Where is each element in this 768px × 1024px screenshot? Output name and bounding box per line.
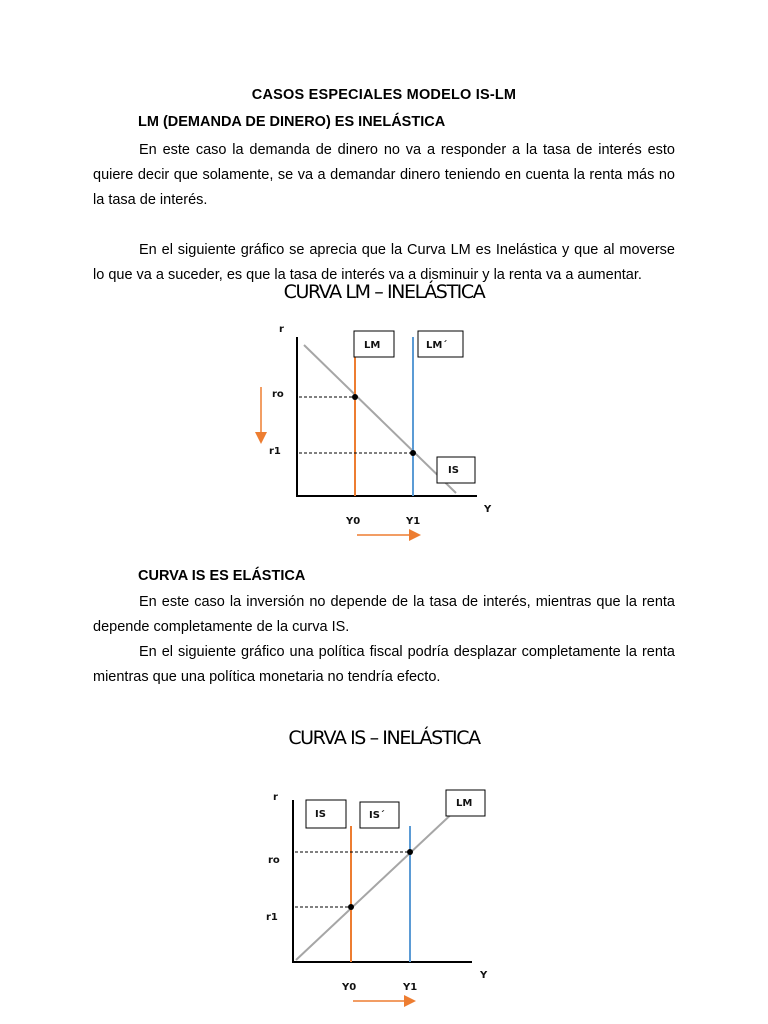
- section1-paragraph-1: En este caso la demanda de dinero no va a responder a la tasa de interés esto quiere decir que solamente, se va a demandar dinero teniendo en cuenta la renta más no la tasa de interés.: [93, 142, 675, 208]
- chart2-xtick-y0: Y0: [342, 982, 357, 993]
- chart1-xtick-y1: Y1: [406, 516, 421, 527]
- section1-paragraph-2: En el siguiente gráfico se aprecia que la Curva LM es Inelástica y que al moverse lo que va a suceder, es que la tasa de interés va a disminuir y la renta va a aumentar.: [93, 242, 675, 283]
- chart1-is-label: IS: [448, 465, 459, 476]
- chart2-y-axis-label: r: [273, 792, 278, 803]
- section2-paragraph-1: En este caso la inversión no depende de la tasa de interés, mientras que la renta depende completamente de la curva IS.: [93, 594, 675, 635]
- chart2-ytick-ro: ro: [268, 855, 280, 866]
- chart1-lm-label: LM: [364, 340, 381, 351]
- chart2-is-prime-label: IS´: [369, 810, 385, 821]
- chart2-equilibrium-r1: [348, 904, 354, 910]
- section2-paragraph-2: En el siguiente gráfico una política fiscal podría desplazar completamente la renta mientras que una política monetaria no tendría efecto.: [93, 644, 675, 685]
- page-title: CASOS ESPECIALES MODELO IS-LM: [251, 87, 517, 103]
- chart1-ytick-r1: r1: [269, 446, 281, 457]
- chart2-x-axis-label: Y: [480, 970, 488, 981]
- chart2-ytick-r1: r1: [266, 912, 278, 923]
- chart2-lm-curve: [296, 808, 458, 960]
- chart2-is-label: IS: [315, 809, 326, 820]
- section1-heading: LM (DEMANDA DE DINERO) ES INELÁSTICA: [138, 114, 446, 130]
- chart1-xtick-y0: Y0: [346, 516, 361, 527]
- chart1-x-axis-label: Y: [484, 504, 492, 515]
- chart2-equilibrium-ro: [407, 849, 413, 855]
- chart1-ytick-ro: ro: [272, 389, 284, 400]
- chart1-lm-prime-label: LM´: [426, 340, 448, 351]
- section2-heading: CURVA IS ES ELÁSTICA: [138, 568, 306, 584]
- chart1-y-axis-label: r: [279, 324, 284, 335]
- chart2-xtick-y1: Y1: [403, 982, 418, 993]
- chart2-lm-label: LM: [456, 798, 473, 809]
- chart2-title: CURVA IS – INELÁSTICA: [288, 727, 480, 749]
- chart2-is-box: [306, 800, 346, 828]
- chart1-title: CURVA LM – INELÁSTICA: [283, 281, 485, 303]
